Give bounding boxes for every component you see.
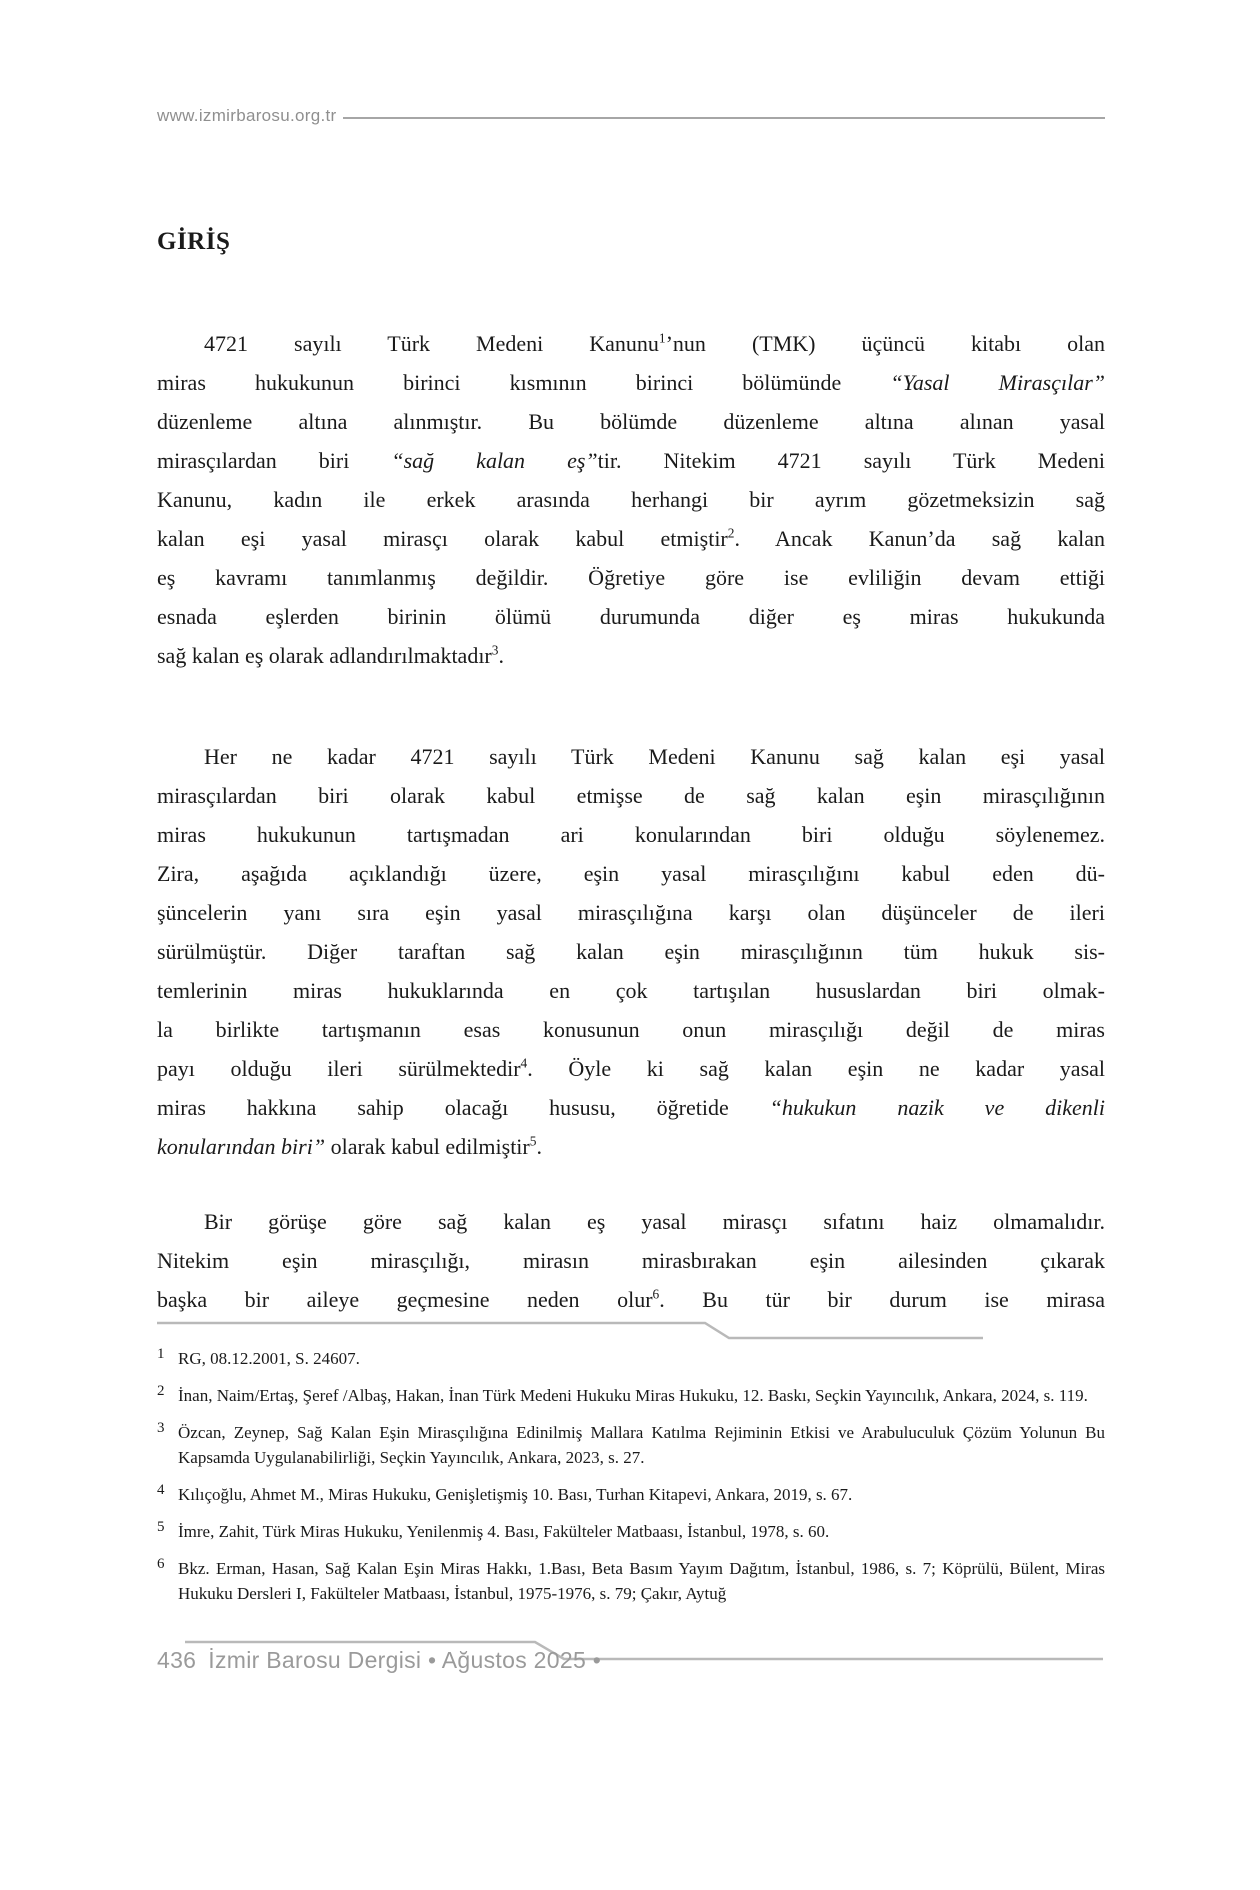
footer-text	[157, 1638, 1105, 1674]
text-segment: la birlikte tartışmanın esas konusunun onun mirasçılığı değil de miras	[157, 1017, 1105, 1042]
footnote	[157, 1346, 1105, 1371]
section-title: GİRİŞ	[157, 228, 231, 255]
footnote-number: 4	[157, 1482, 165, 1498]
text-line	[157, 737, 1105, 776]
text-segment: 4721 sayılı Türk Medeni Kanunu	[204, 331, 659, 356]
body-text	[157, 324, 1105, 1319]
text-line	[157, 597, 1105, 636]
text-line	[157, 519, 1105, 558]
body-paragraph	[157, 324, 1105, 675]
text-segment: Zira, aşağıda açıklandığı üzere, eşin yasal mirasçılığını kabul eden dü-	[157, 861, 1105, 886]
text-segment: esnada eşlerden birinin ölümü durumunda diğer eş miras hukukunda	[157, 604, 1105, 629]
footnote	[157, 1482, 1105, 1507]
text-line	[157, 1241, 1105, 1280]
text-segment: kalan eşi yasal mirasçı olarak kabul etmiştir	[157, 526, 728, 551]
footnote-text: Özcan, Zeynep, Sağ Kalan Eşin Mirasçılığına Edinilmiş Mallara Katılma Rejiminin Etkisi ve Arabuluculuk Çözüm Yolunun Bu Kapsamda Uygulanabilirliği, Seçkin Yayıncılık, Ankara, 2023, s. 27.	[178, 1423, 1105, 1467]
text-line	[157, 324, 1105, 363]
page-header	[157, 106, 1105, 126]
text-segment: miras hukukunun tartışmadan ari konularından biri olduğu söylenemez.	[157, 822, 1105, 847]
text-segment: eş kavramı tanımlanmış değildir. Öğretiye göre ise evliliğin devam ettiği	[157, 565, 1105, 590]
footnote-text: Bkz. Erman, Hasan, Sağ Kalan Eşin Miras Hakkı, 1.Bası, Beta Basım Yayım Dağıtım, İstanbul, 1986, s. 7; Köprülü, Bülent, Miras Hukuku Dersleri I, Fakülteler Matbaası, İstanbul, 1975-1976, s. 79; Çakır, Aytuğ	[178, 1559, 1105, 1603]
footnote	[157, 1420, 1105, 1470]
footnote-text: İnan, Naim/Ertaş, Şeref /Albaş, Hakan, İnan Türk Medeni Hukuku Miras Hukuku, 12. Baskı, Seçkin Yayıncılık, Ankara, 2024, s. 119.	[178, 1386, 1088, 1405]
footnote	[157, 1519, 1105, 1544]
text-segment: miras hukukunun birinci kısmının birinci bölümünde	[157, 370, 891, 395]
footnote-ref: 3	[491, 642, 499, 658]
text-segment: ’nun (TMK) üçüncü kitabı olan	[665, 331, 1105, 356]
text-segment: sürülmüştür. Diğer taraftan sağ kalan eşin mirasçılığının tüm hukuk sis-	[157, 939, 1105, 964]
footnote-text: Kılıçoğlu, Ahmet M., Miras Hukuku, Genişletişmiş 10. Bası, Turhan Kitapevi, Ankara, 2019, s. 67.	[178, 1485, 853, 1504]
text-segment: Her ne kadar 4721 sayılı Türk Medeni Kanunu sağ kalan eşi yasal	[204, 744, 1105, 769]
footnote-ref: 5	[529, 1133, 537, 1149]
text-line	[157, 1088, 1105, 1127]
text-line	[157, 1202, 1105, 1241]
text-line	[157, 815, 1105, 854]
text-segment: payı olduğu ileri sürülmektedir	[157, 1056, 521, 1081]
text-line	[157, 932, 1105, 971]
page-footer	[157, 1638, 1105, 1684]
italic-text: “Yasal Mirasçılar”	[890, 370, 1105, 395]
footnote-ref: 2	[727, 525, 735, 541]
text-segment: .	[498, 643, 504, 668]
text-column	[157, 228, 1105, 1618]
text-line	[157, 1010, 1105, 1049]
text-line	[157, 636, 1105, 675]
body-paragraph	[157, 1202, 1105, 1319]
text-segment: . Bu tür bir durum ise mirasa	[659, 1287, 1105, 1312]
footnote-number: 5	[157, 1519, 165, 1535]
text-line	[157, 363, 1105, 402]
footnote-separator	[157, 1321, 1105, 1341]
footnote	[157, 1556, 1105, 1606]
header-rule	[343, 117, 1105, 119]
text-segment: başka bir aileye geçmesine neden olur	[157, 1287, 653, 1312]
text-segment: . Ancak Kanun’da sağ kalan	[734, 526, 1105, 551]
footnote-text: İmre, Zahit, Türk Miras Hukuku, Yenilenmiş 4. Bası, Fakülteler Matbaası, İstanbul, 1978, s. 60.	[178, 1522, 830, 1541]
text-line	[157, 558, 1105, 597]
header-url: www.izmirbarosu.org.tr	[157, 106, 337, 125]
footnotes-section	[157, 1346, 1105, 1606]
footnote-text: RG, 08.12.2001, S. 24607.	[178, 1349, 360, 1368]
text-line	[157, 893, 1105, 932]
text-line	[157, 1127, 1105, 1166]
footnote-ref: 6	[652, 1286, 660, 1302]
text-line	[157, 971, 1105, 1010]
text-segment: düzenleme altına alınmıştır. Bu bölümde düzenleme altına alınan yasal	[157, 409, 1105, 434]
italic-text: “hukukun nazik ve dikenli	[769, 1095, 1105, 1120]
footnote-number: 1	[157, 1346, 165, 1362]
footnote-number: 6	[157, 1556, 165, 1572]
text-segment: olarak kabul edilmiştir	[325, 1134, 530, 1159]
text-segment: mirasçılardan biri olarak kabul etmişse de sağ kalan eşin mirasçılığının	[157, 783, 1105, 808]
text-segment: şüncelerin yanı sıra eşin yasal mirasçılığına karşı olan düşünceler de ileri	[157, 900, 1105, 925]
text-line	[157, 854, 1105, 893]
footnote-ref: 1	[658, 330, 666, 346]
text-line	[157, 402, 1105, 441]
text-segment: Nitekim eşin mirasçılığı, mirasın mirasbırakan eşin ailesinden çıkarak	[157, 1248, 1105, 1273]
journal-name: İzmir Barosu Dergisi • Ağustos 2025 •	[208, 1647, 602, 1673]
text-segment: . Öyle ki sağ kalan eşin ne kadar yasal	[527, 1056, 1106, 1081]
text-segment: mirasçılardan biri	[157, 448, 392, 473]
page-number: 436	[157, 1647, 197, 1673]
text-segment: Bir görüşe göre sağ kalan eş yasal mirasçı sıfatını haiz olmamalıdır.	[204, 1209, 1105, 1234]
footnote-number: 3	[157, 1420, 165, 1436]
text-line	[157, 1280, 1105, 1319]
italic-text: konularından biri”	[157, 1134, 326, 1159]
text-segment: .	[536, 1134, 542, 1159]
italic-text: “sağ kalan eş”	[391, 448, 598, 473]
text-line	[157, 441, 1105, 480]
footnote-number: 2	[157, 1383, 165, 1399]
text-line	[157, 776, 1105, 815]
text-segment: miras hakkına sahip olacağı hususu, öğretide	[157, 1095, 770, 1120]
text-segment: Kanunu, kadın ile erkek arasında herhangi bir ayrım gözetmeksizin sağ	[157, 487, 1105, 512]
text-line	[157, 480, 1105, 519]
footnote	[157, 1383, 1105, 1408]
text-line	[157, 1049, 1105, 1088]
footnote-ref: 4	[520, 1055, 528, 1071]
text-segment: temlerinin miras hukuklarında en çok tartışılan hususlardan biri olmak-	[157, 978, 1105, 1003]
text-segment: sağ kalan eş olarak adlandırılmaktadır	[157, 643, 492, 668]
body-paragraph	[157, 737, 1105, 1166]
text-segment: tir. Nitekim 4721 sayılı Türk Medeni	[597, 448, 1105, 473]
